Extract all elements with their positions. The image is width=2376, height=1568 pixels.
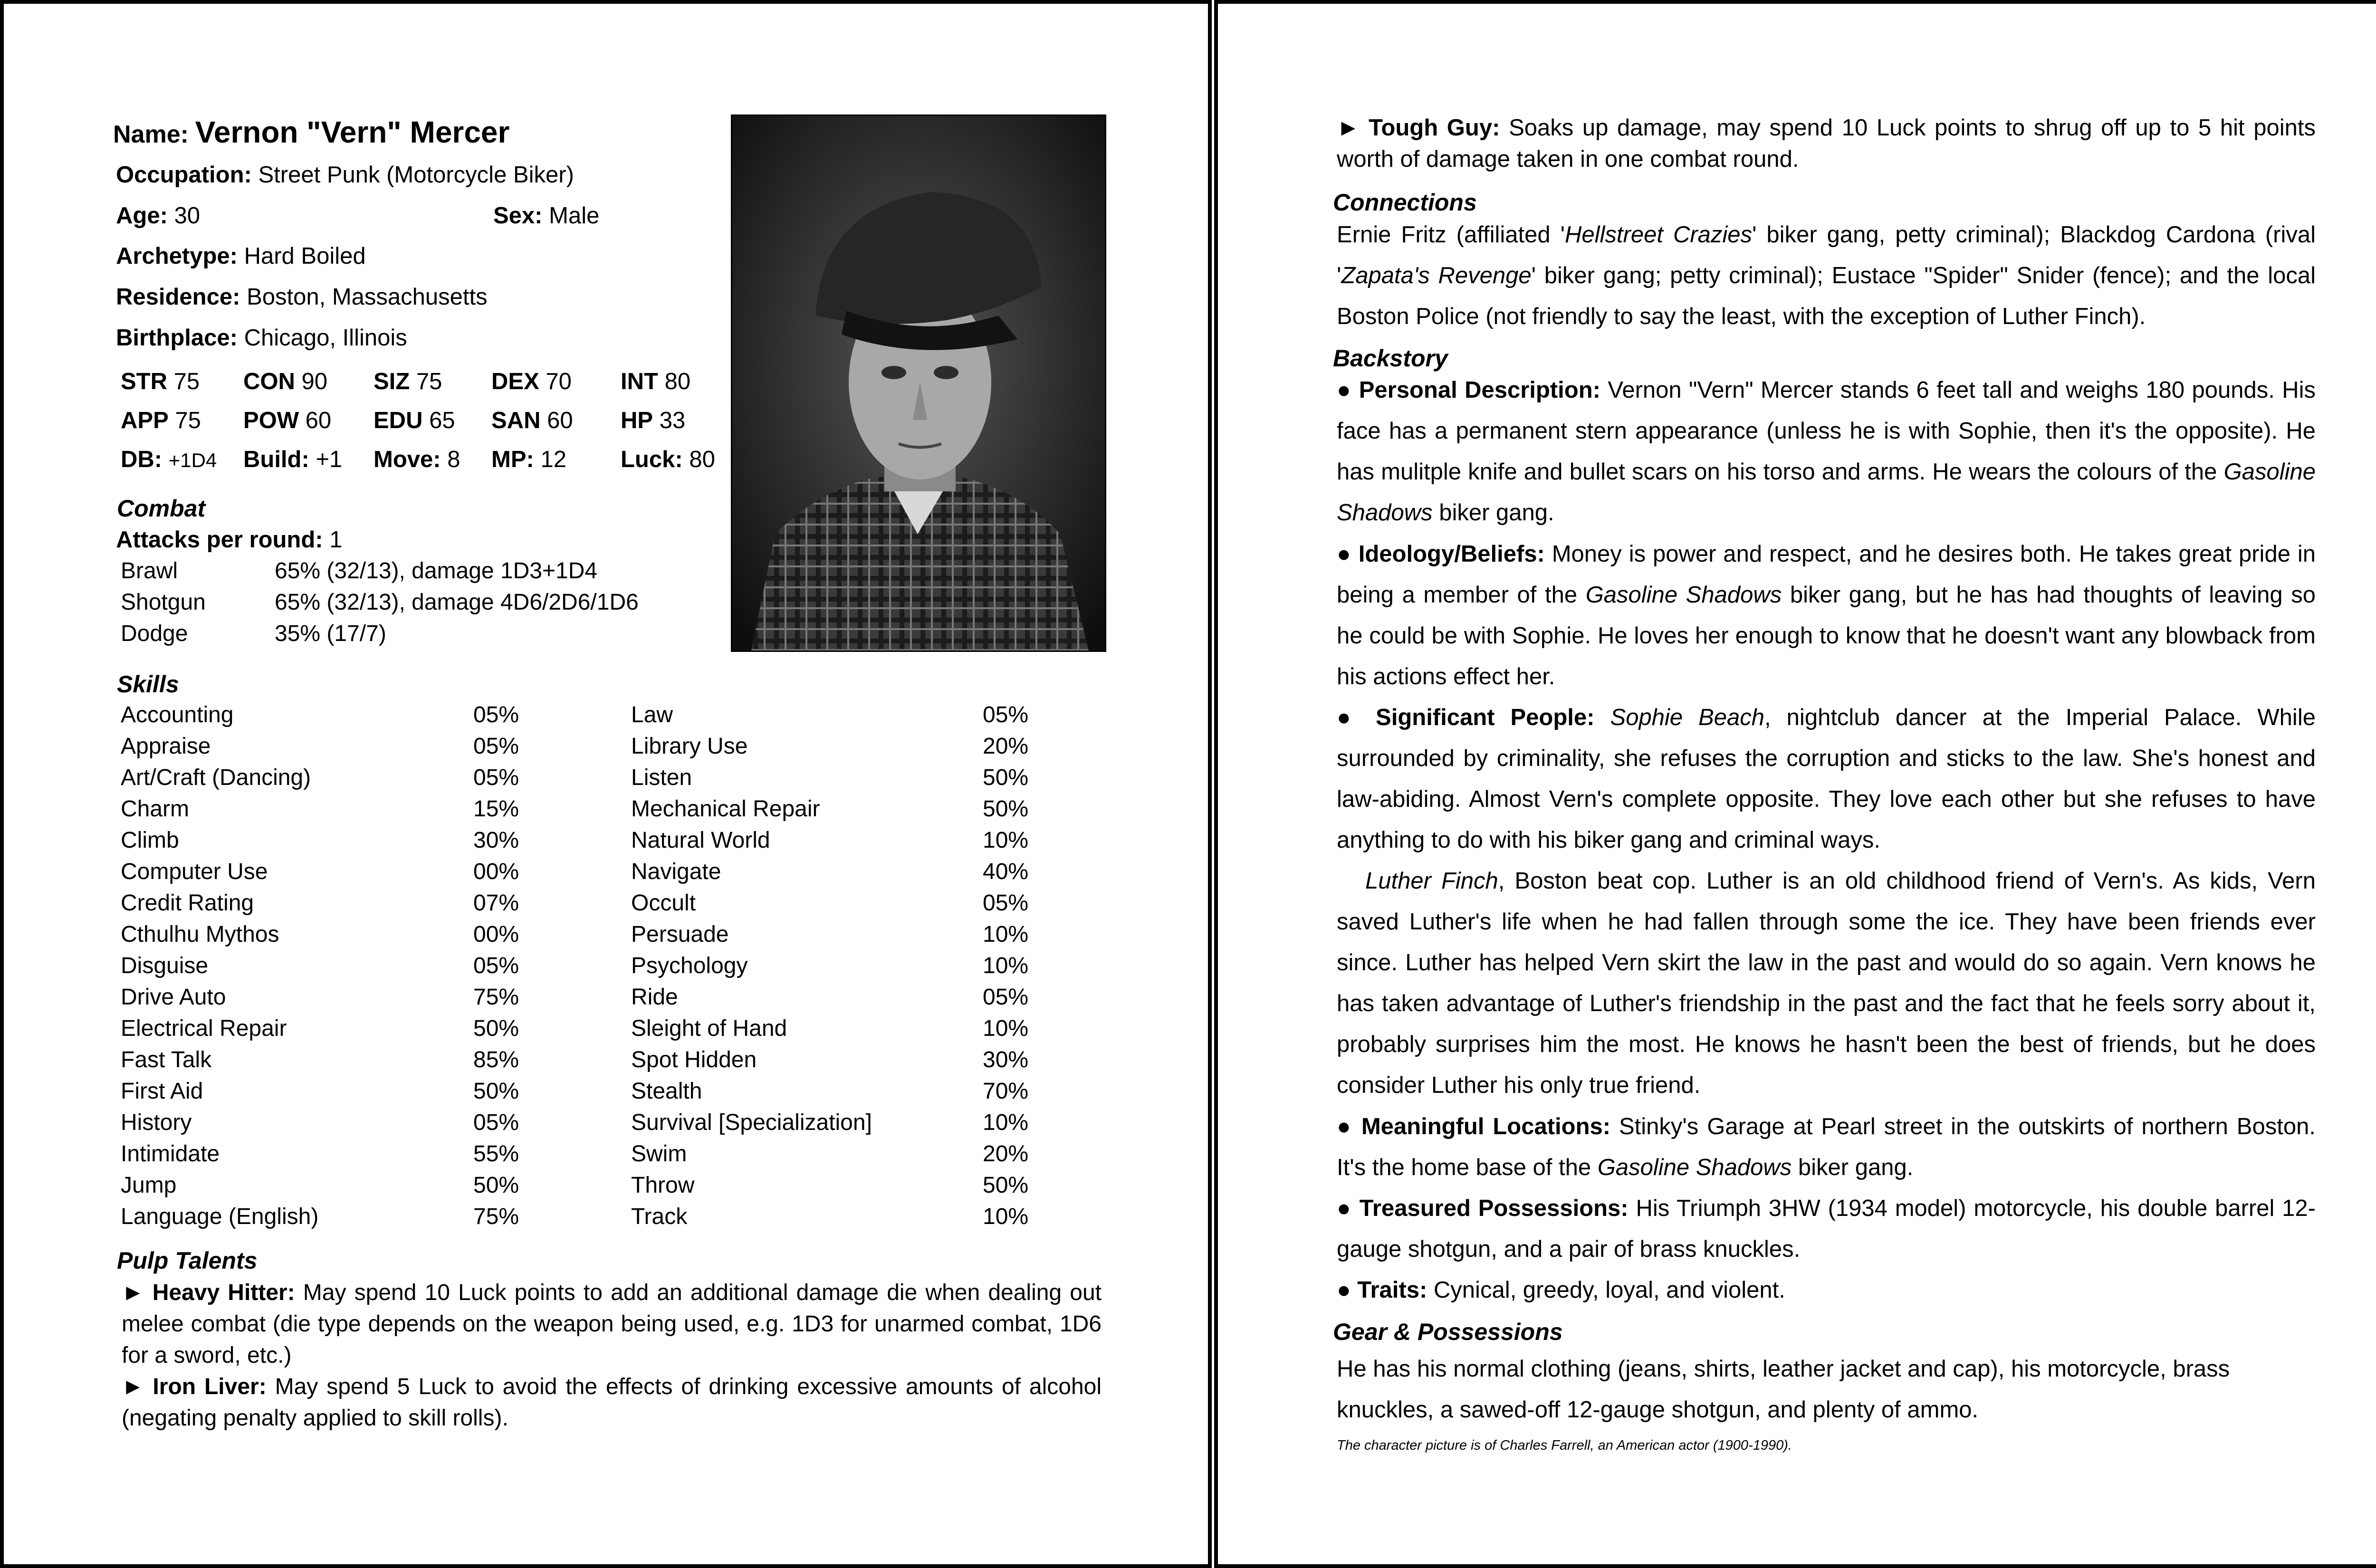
text-run: Money is power and respect, and he desires both. He takes great pride in being a member of the — [1337, 541, 2316, 608]
gang-name: Zapata's Revenge — [1341, 263, 1532, 288]
skill-value: 05% — [473, 734, 519, 759]
text-run: , nightclub dancer at the Imperial Palace. While surrounded by criminality, she refuses the corruption and sticks to the law. She's honest and law-abiding. Almost Vern's complete opposite. They love each other but she refuses to have anything to do with his biker gang and criminal ways. — [1337, 705, 2316, 853]
skill-value: 75% — [473, 985, 519, 1010]
gang-name: Gasoline Shadows — [1585, 582, 1782, 608]
skill-row — [121, 858, 539, 889]
text-run: His Triumph 3HW (1934 model) motorcycle, his double barrel 12-gauge shotgun, and a pair of brass knuckles. — [1337, 1195, 2316, 1262]
skill-value: 05% — [983, 985, 1029, 1010]
skills-column-left — [121, 701, 539, 1234]
sex-label: Sex: — [493, 203, 543, 229]
residence-line — [116, 283, 488, 311]
text-run: biker gang, but he has had thoughts of leaving so he could be with Sophie. He loves her enough to know that he doesn't want any blowback from his actions effect her. — [1337, 582, 2316, 689]
skill-name: Climb — [121, 828, 179, 853]
skill-name: Listen — [631, 765, 692, 790]
talent-label: Iron Liver: — [153, 1374, 267, 1399]
skill-row — [121, 1046, 539, 1077]
skill-row — [121, 1014, 539, 1046]
combat-row — [121, 620, 710, 651]
skill-name: First Aid — [121, 1079, 203, 1104]
skill-row — [121, 701, 539, 732]
skills-heading: Skills — [117, 671, 179, 698]
stat-label: APP — [121, 408, 169, 433]
text-run: ' biker gang, petty criminal); Blackdog Cardona (rival ' — [1337, 222, 2316, 288]
skill-row — [631, 952, 1049, 983]
stat-label: Move: — [374, 447, 441, 472]
skill-row — [631, 795, 1049, 826]
talent-text: May spend 5 Luck to avoid the effects of drinking excessive amounts of alcohol (negating penalty applied to skill rolls). — [122, 1374, 1102, 1431]
skill-row — [631, 732, 1049, 764]
skills-column-right — [631, 701, 1049, 1234]
skill-name: Navigate — [631, 859, 721, 884]
attacks-per-round — [116, 526, 343, 554]
combat-heading: Combat — [117, 495, 206, 522]
skill-name: Fast Talk — [121, 1047, 212, 1072]
backstory-label: Traits: — [1357, 1277, 1428, 1303]
skill-row — [631, 1109, 1049, 1140]
combat-table — [121, 557, 710, 651]
skill-name: Mechanical Repair — [631, 796, 820, 822]
skill-value: 50% — [983, 1173, 1029, 1198]
stats-row — [121, 445, 724, 484]
stat-value: 33 — [659, 408, 686, 433]
skill-value: 00% — [473, 922, 519, 947]
skill-name: Psychology — [631, 953, 748, 978]
gang-name: Gasoline Shadows — [1337, 459, 2316, 526]
text-run: Ernie Fritz (affiliated ' — [1337, 222, 1565, 248]
skill-row — [121, 764, 539, 795]
skill-row — [631, 1140, 1049, 1171]
connections-heading: Connections — [1333, 189, 1477, 216]
skill-row — [121, 1109, 539, 1140]
weapon-stats: 35% (17/7) — [275, 621, 386, 646]
text-run: biker gang. — [1439, 500, 1554, 526]
skill-value: 10% — [983, 1016, 1029, 1041]
skill-row — [121, 1171, 539, 1203]
skill-value: 05% — [473, 702, 519, 727]
text-run: Vernon "Vern" Mercer stands 6 feet tall and weighs 180 pounds. His face has a permanent stern appearance (unless he is with Sophie, then it's the opposite). He has mulitple knife and bullet scars on his torso and arms. He wears the colours of the — [1337, 377, 2316, 485]
stat-label: MP: — [491, 447, 534, 472]
skill-value: 50% — [983, 765, 1029, 790]
bullet-dot-icon: ● — [1337, 541, 1351, 567]
bullet-dot-icon: ● — [1337, 1277, 1351, 1303]
character-portrait — [731, 115, 1106, 652]
person-name: Luther Finch — [1365, 868, 1498, 894]
skill-name: Track — [631, 1204, 688, 1229]
skill-value: 30% — [983, 1047, 1029, 1072]
backstory-label: Significant People: — [1376, 705, 1595, 730]
gang-name: Hellstreet Crazies — [1564, 222, 1753, 248]
skill-name: Credit Rating — [121, 890, 254, 916]
gear-text: He has his normal clothing (jeans, shirts, leather jacket and cap), his motorcycle, brass knuckles, a sawed-off 12-gauge shotgun, and plenty of ammo. — [1337, 1356, 2230, 1423]
text-run: Stinky's Garage at Pearl street in the outskirts of northern Boston. It's the home base of the — [1337, 1114, 2316, 1180]
skill-name: Throw — [631, 1173, 695, 1198]
backstory-significant-people — [1337, 697, 2316, 860]
person-name: Sophie Beach — [1610, 705, 1765, 730]
skill-name: Intimidate — [121, 1141, 220, 1166]
name-line — [113, 115, 510, 149]
backstory-traits — [1337, 1270, 2316, 1310]
skill-value: 50% — [473, 1016, 519, 1041]
skill-row — [121, 795, 539, 826]
age-label: Age: — [116, 203, 168, 229]
skill-row — [631, 1203, 1049, 1234]
skill-name: Sleight of Hand — [631, 1016, 787, 1041]
stat-value: 80 — [664, 369, 691, 394]
weapon-stats: 65% (32/13), damage 4D6/2D6/1D6 — [275, 590, 639, 615]
character-name: Vernon "Vern" Mercer — [195, 115, 510, 149]
skill-row — [121, 1203, 539, 1234]
backstory-label: Treasured Possessions: — [1359, 1195, 1629, 1221]
picture-credit-footnote: The character picture is of Charles Farrell, an American actor (1900-1990). — [1337, 1438, 1792, 1453]
skill-value: 50% — [983, 796, 1029, 822]
skill-value: 20% — [983, 1141, 1029, 1166]
skill-value: 40% — [983, 859, 1029, 884]
skill-name: Disguise — [121, 953, 209, 978]
stat-label: POW — [243, 408, 299, 433]
backstory-heading: Backstory — [1333, 345, 1448, 372]
skill-value: 50% — [473, 1079, 519, 1104]
bullet-dot-icon: ● — [1337, 1195, 1352, 1221]
skill-value: 10% — [983, 1110, 1029, 1135]
combat-row — [121, 588, 710, 620]
stats-row — [121, 406, 724, 445]
stat-label: CON — [243, 369, 295, 394]
skill-row — [631, 920, 1049, 952]
text-run: biker gang. — [1798, 1155, 1914, 1180]
skill-name: Computer Use — [121, 859, 268, 884]
talent-tough-guy — [1337, 112, 2316, 175]
skill-value: 20% — [983, 734, 1029, 759]
stat-value: +1D4 — [168, 449, 217, 471]
stat-value: 60 — [305, 408, 332, 433]
skill-name: Swim — [631, 1141, 687, 1166]
skill-name: History — [121, 1110, 192, 1135]
text-run: , Boston beat cop. Luther is an old childhood friend of Vern's. As kids, Vern saved Luther's life when he had fallen through some the ice. They have been friends ever since. Luther has helped Vern skirt the law in the past and would do so again. Vern knows he has taken advantage of Luther's friendship in the past and the fact that he feels sorry about it, probably surprises him the most. He knows he hasn't been the best of friends, but he does consider Luther his only true friend. — [1337, 868, 2316, 1098]
skill-value: 75% — [473, 1204, 519, 1229]
skill-name: Occult — [631, 890, 696, 916]
skill-name: Art/Craft (Dancing) — [121, 765, 311, 790]
skill-row — [631, 826, 1049, 858]
skill-row — [121, 920, 539, 952]
skill-row — [121, 983, 539, 1014]
stat-label: INT — [621, 369, 658, 394]
residence-value: Boston, Massachusetts — [247, 284, 488, 310]
skill-value: 85% — [473, 1047, 519, 1072]
stat-label: Luck: — [621, 447, 683, 472]
backstory-label: Meaningful Locations: — [1361, 1114, 1611, 1139]
birthplace-label: Birthplace: — [116, 325, 238, 351]
skill-name: Electrical Repair — [121, 1016, 287, 1041]
occupation-line — [116, 161, 574, 189]
skill-name: Persuade — [631, 922, 729, 947]
talent-iron-liver — [122, 1371, 1102, 1434]
skill-value: 05% — [473, 953, 519, 978]
talent-heavy-hitter — [122, 1277, 1102, 1371]
skill-name: Accounting — [121, 702, 234, 727]
archetype-value: Hard Boiled — [244, 243, 366, 269]
stat-label: STR — [121, 369, 167, 394]
skill-value: 10% — [983, 828, 1029, 853]
skill-name: Ride — [631, 985, 678, 1010]
stat-value: 90 — [301, 369, 328, 394]
skill-value: 07% — [473, 890, 519, 916]
weapon-stats: 65% (32/13), damage 1D3+1D4 — [275, 558, 598, 583]
skill-value: 55% — [473, 1141, 519, 1166]
backstory-ideology — [1337, 534, 2316, 697]
skill-name: Jump — [121, 1173, 177, 1198]
skill-value: 05% — [983, 890, 1029, 916]
stat-value: +1 — [316, 447, 343, 472]
birthplace-line — [116, 324, 407, 352]
talent-text: Soaks up damage, may spend 10 Luck points to shrug off up to 5 hit points worth of damage taken in one combat round. — [1337, 115, 2316, 172]
skill-name: Drive Auto — [121, 985, 226, 1010]
skill-name: Appraise — [121, 734, 211, 759]
skill-value: 30% — [473, 828, 519, 853]
bullet-dot-icon: ● — [1337, 705, 1360, 730]
text-run: ' biker gang; petty criminal); Eustace "Spider" Snider (fence); and the local Boston Police (not friendly to say the least, with the exception of Luther Finch). — [1337, 263, 2316, 329]
skill-value: 05% — [473, 1110, 519, 1135]
archetype-line — [116, 242, 366, 270]
skill-value: 15% — [473, 796, 519, 822]
stat-value: 75 — [173, 369, 200, 394]
skill-row — [631, 701, 1049, 732]
skill-name: Charm — [121, 796, 190, 822]
skill-name: Cthulhu Mythos — [121, 922, 279, 947]
stat-value: 60 — [547, 408, 573, 433]
stat-label: Build: — [243, 447, 309, 472]
skill-value: 10% — [983, 922, 1029, 947]
skill-row — [631, 983, 1049, 1014]
bullet-dot-icon: ● — [1337, 377, 1352, 403]
talent-text: May spend 10 Luck points to add an additional damage die when dealing out melee combat (die type depends on the weapon being used, e.g. 1D3 for unarmed combat, 1D6 for a sword, etc.) — [122, 1280, 1102, 1368]
skill-row — [631, 858, 1049, 889]
skill-name: Stealth — [631, 1079, 702, 1104]
character-sheet-right-page — [1214, 0, 2376, 1568]
skill-row — [631, 1171, 1049, 1203]
birthplace-value: Chicago, Illinois — [244, 325, 407, 351]
skill-name: Survival [Specialization] — [631, 1110, 872, 1135]
skill-name: Spot Hidden — [631, 1047, 757, 1072]
backstory-label: Ideology/Beliefs: — [1358, 541, 1545, 567]
skill-name: Natural World — [631, 828, 770, 853]
occupation-value: Street Punk (Motorcycle Biker) — [258, 162, 574, 188]
residence-label: Residence: — [116, 284, 240, 310]
sex-line — [493, 201, 599, 230]
stat-label: SAN — [491, 408, 541, 433]
characteristics-block — [121, 367, 724, 484]
pulp-talents-heading: Pulp Talents — [117, 1247, 258, 1274]
skill-row — [631, 889, 1049, 920]
connections-text — [1337, 214, 2316, 337]
text-run: Cynical, greedy, loyal, and violent. — [1433, 1277, 1785, 1303]
skill-row — [121, 1140, 539, 1171]
skill-row — [631, 1014, 1049, 1046]
age-value: 30 — [174, 203, 201, 229]
sex-value: Male — [549, 203, 600, 229]
skill-value: 50% — [473, 1173, 519, 1198]
bullet-arrow-icon: ► — [122, 1374, 144, 1399]
name-label: Name: — [113, 121, 189, 148]
skill-row — [121, 826, 539, 858]
skill-row — [631, 764, 1049, 795]
skill-name: Library Use — [631, 734, 748, 759]
skill-row — [631, 1077, 1049, 1109]
skill-row — [121, 889, 539, 920]
backstory-meaningful-locations — [1337, 1106, 2316, 1188]
skill-value: 10% — [983, 953, 1029, 978]
skill-name: Law — [631, 702, 673, 727]
talent-label: Tough Guy: — [1369, 115, 1500, 141]
archetype-label: Archetype: — [116, 243, 238, 269]
skill-value: 00% — [473, 859, 519, 884]
stat-label: DEX — [491, 369, 539, 394]
backstory-luther-finch — [1337, 860, 2316, 1106]
skill-value: 05% — [983, 702, 1029, 727]
backstory-label: Personal Description: — [1359, 377, 1600, 403]
attacks-label: Attacks per round: — [116, 527, 323, 553]
bullet-dot-icon: ● — [1337, 1114, 1353, 1139]
gang-name: Gasoline Shadows — [1597, 1155, 1792, 1180]
skill-row — [631, 1046, 1049, 1077]
skill-name: Language (English) — [121, 1204, 319, 1229]
skill-value: 10% — [983, 1204, 1029, 1229]
stat-label: SIZ — [374, 369, 410, 394]
occupation-label: Occupation: — [116, 162, 252, 188]
stat-value: 80 — [689, 447, 715, 472]
stat-value: 75 — [416, 369, 442, 394]
stat-label: EDU — [374, 408, 423, 433]
backstory-treasured-possessions — [1337, 1188, 2316, 1270]
backstory-personal-description — [1337, 370, 2316, 533]
stat-value: 12 — [540, 447, 566, 472]
skill-row — [121, 732, 539, 764]
stat-label: HP — [621, 408, 653, 433]
age-line — [116, 201, 200, 230]
stats-row — [121, 367, 724, 406]
stat-value: 65 — [429, 408, 455, 433]
gear-heading: Gear & Possessions — [1333, 1319, 1563, 1345]
stat-value: 70 — [546, 369, 572, 394]
bullet-arrow-icon: ► — [1337, 115, 1360, 141]
weapon-name: Dodge — [121, 621, 188, 646]
skill-row — [121, 1077, 539, 1109]
bullet-arrow-icon: ► — [122, 1280, 144, 1305]
skill-row — [121, 952, 539, 983]
skill-value: 05% — [473, 765, 519, 790]
weapon-name: Brawl — [121, 558, 178, 583]
stat-value: 75 — [175, 408, 201, 433]
stat-label: DB: — [121, 447, 163, 472]
weapon-name: Shotgun — [121, 590, 206, 615]
attacks-value: 1 — [329, 527, 343, 553]
skill-value: 70% — [983, 1079, 1029, 1104]
combat-row — [121, 557, 710, 588]
stat-value: 8 — [447, 447, 460, 472]
talent-label: Heavy Hitter: — [152, 1280, 295, 1305]
